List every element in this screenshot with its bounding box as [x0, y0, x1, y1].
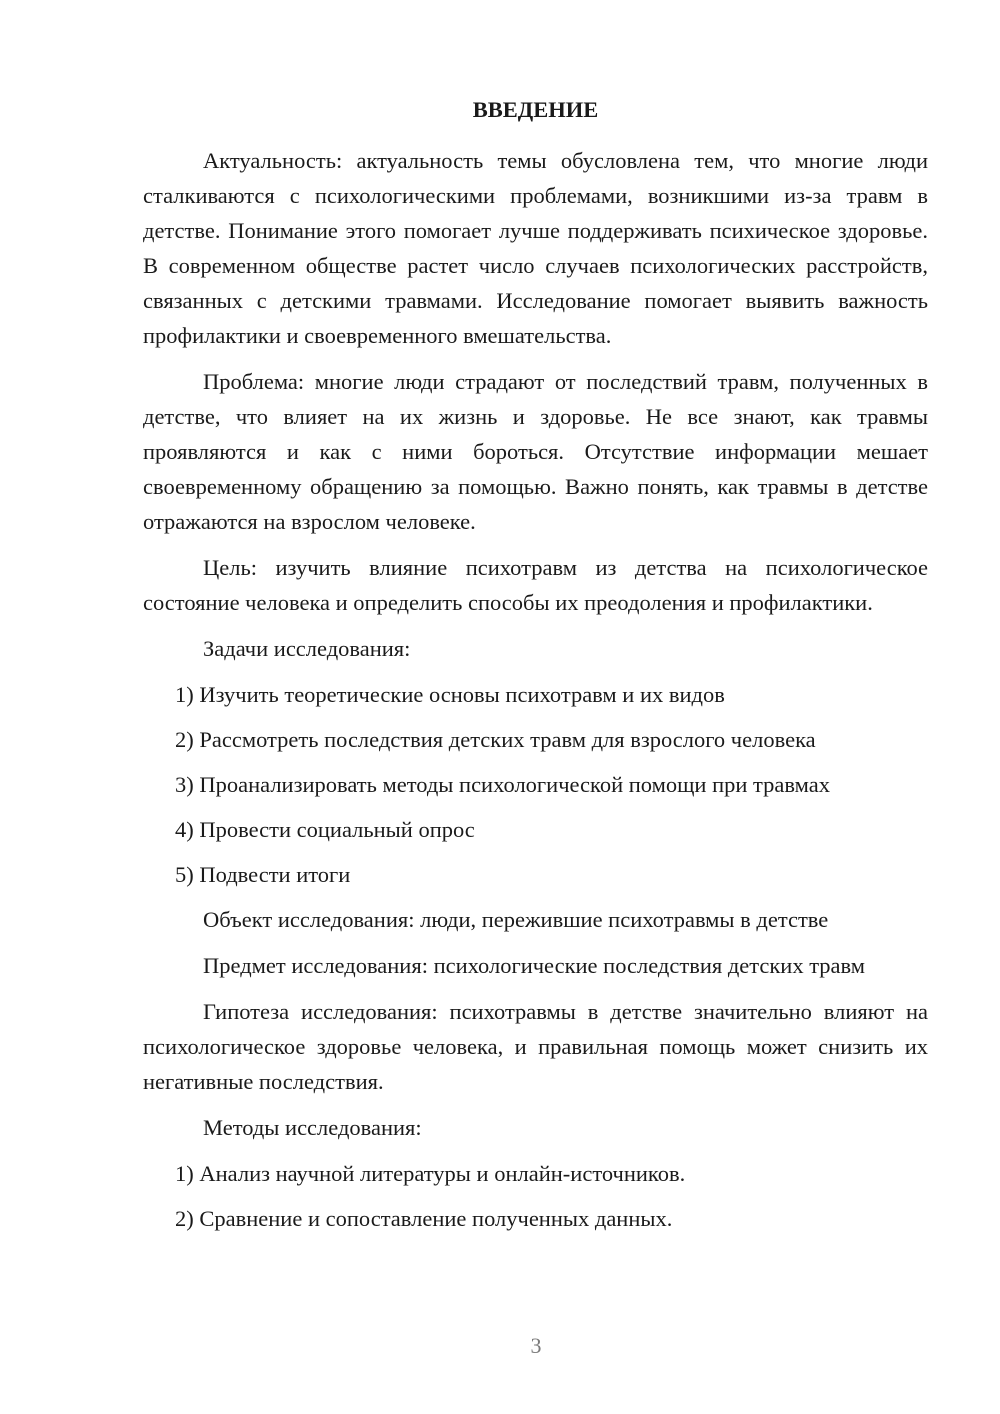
object-paragraph: Объект исследования: люди, пережившие психотравмы в детстве	[203, 907, 829, 932]
list-item: 1) Анализ научной литературы и онлайн-источников.	[175, 1161, 686, 1186]
list-item: 1) Изучить теоретические основы психотравм и их видов	[175, 682, 725, 707]
page-number: 3	[530, 1333, 542, 1358]
list-item: 5) Подвести итоги	[175, 862, 351, 887]
goal-paragraph: Цель: изучить влияние психотравм из детства на психологическое состояние человека и определить способы их преодоления и профилактики.	[143, 555, 928, 615]
relevance-paragraph: Актуальность: актуальность темы обусловлена тем, что многие люди сталкиваются с психологическими проблемами, возникшими из-за травм в детстве. Понимание этого помогает лучше поддерживать психическое здоровье. В современном обществе растет число случаев психологических расстройств, связанных с детскими травмами. Исследование помогает выявить важность профилактики и своевременного вмешательства.	[143, 148, 928, 348]
section-title: ВВЕДЕНИЕ	[472, 97, 599, 122]
problem-paragraph: Проблема: многие люди страдают от последствий травм, полученных в детстве, что влияет на их жизнь и здоровье. Не все знают, как травмы проявляются и как с ними бороться. Отсутствие информации мешает своевременному обращению за помощью. Важно понять, как травмы в детстве отражаются на взрослом человеке.	[143, 369, 928, 534]
list-item: 3) Проанализировать методы психологической помощи при травмах	[175, 772, 830, 797]
tasks-heading: Задачи исследования:	[203, 636, 411, 661]
methods-heading: Методы исследования:	[203, 1115, 422, 1140]
list-item: 2) Сравнение и сопоставление полученных данных.	[175, 1206, 673, 1231]
subject-paragraph: Предмет исследования: психологические последствия детских травм	[203, 953, 866, 978]
tasks-list	[143, 677, 928, 892]
methods-list	[143, 1156, 928, 1236]
list-item: 4) Провести социальный опрос	[175, 817, 475, 842]
page-content	[143, 92, 928, 1246]
list-item: 2) Рассмотреть последствия детских травм для взрослого человека	[175, 727, 816, 752]
hypothesis-paragraph: Гипотеза исследования: психотравмы в детстве значительно влияют на психологическое здоровье человека, и правильная помощь может снизить их негативные последствия.	[143, 999, 928, 1094]
